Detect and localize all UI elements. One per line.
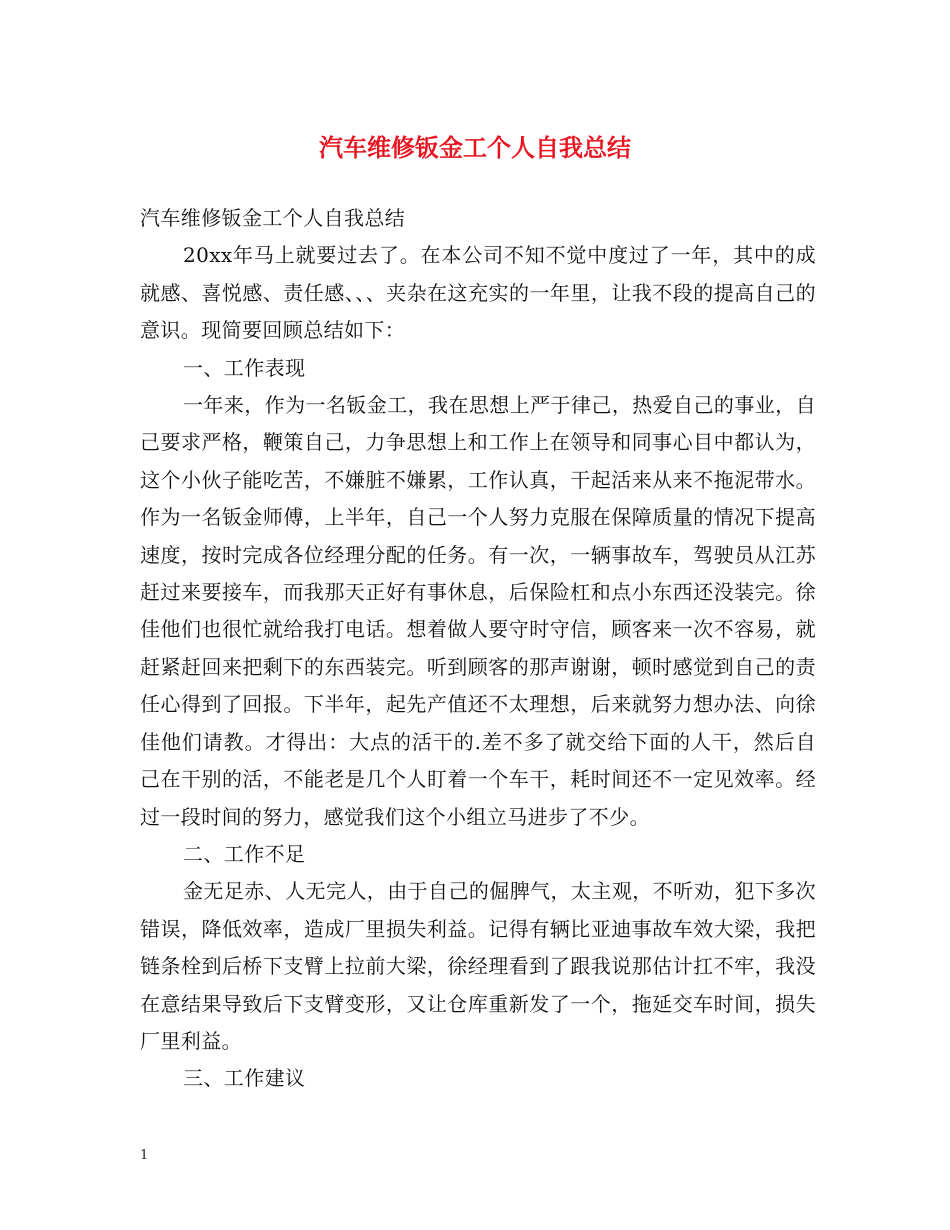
document-body bbox=[140, 200, 816, 1098]
page-number: 1 bbox=[140, 1148, 149, 1163]
section-heading-suggestions: 三、工作建议 bbox=[183, 1066, 306, 1091]
section-heading-shortcomings: 二、工作不足 bbox=[183, 841, 306, 866]
document-title: 汽车维修钣金工个人自我总结 bbox=[319, 133, 631, 162]
performance-paragraph: 一年来，作为一名钣金工，我在思想上严于律己，热爱自己的事业，自己要求严格，鞭策自己，力争思想上和工作上在领导和同事心目中都认为，这个小伙子能吃苦，不嫌脏不嫌累，工作认真，干起活来从来不拖泥带水。作为一名钣金师傅，上半年，自己一个人努力克服在保障质量的情况下提高速度，按时完成各位经理分配的任务。有一次，一辆事故车，驾驶员从江苏赶过来要接车，而我那天正好有事休息，后保险杠和点小东西还没装完。徐佳他们也很忙就给我打电话。想着做人要守时守信，顾客来一次不容易，就赶紧赶回来把剩下的东西装完。听到顾客的那声谢谢，顿时感觉到自己的责任心得到了回报。下半年，起先产值还不太理想，后来就努力想办法、向徐佳他们请教。才得出：大点的活干的.差不多了就交给下面的人干，然后自己在干别的活，不能老是几个人盯着一个车干，耗时间还不一定见效率。经过一段时间的努力，感觉我们这个小组立马进步了不少。 bbox=[140, 393, 816, 829]
shortcomings-paragraph: 金无足赤、人无完人，由于自己的倔脾气，太主观，不听劝，犯下多次错误，降低效率，造成厂里损失利益。记得有辆比亚迪事故车效大梁，我把链条栓到后桥下支臂上拉前大梁，徐经理看到了跟我说那估计扛不牢，我没在意结果导致后下支臂变形，又让仓库重新发了一个，拖延交车时间，损失厂里利益。 bbox=[140, 879, 816, 1053]
section-heading-performance: 一、工作表现 bbox=[183, 355, 306, 380]
intro-paragraph: 20xx年马上就要过去了。在本公司不知不觉中度过了一年，其中的成就感、喜悦感、责任感、、、夹杂在这充实的一年里，让我不段的提高自己的意识。现简要回顾总结如下： bbox=[140, 243, 816, 343]
body-heading: 汽车维修钣金工个人自我总结 bbox=[140, 206, 406, 230]
